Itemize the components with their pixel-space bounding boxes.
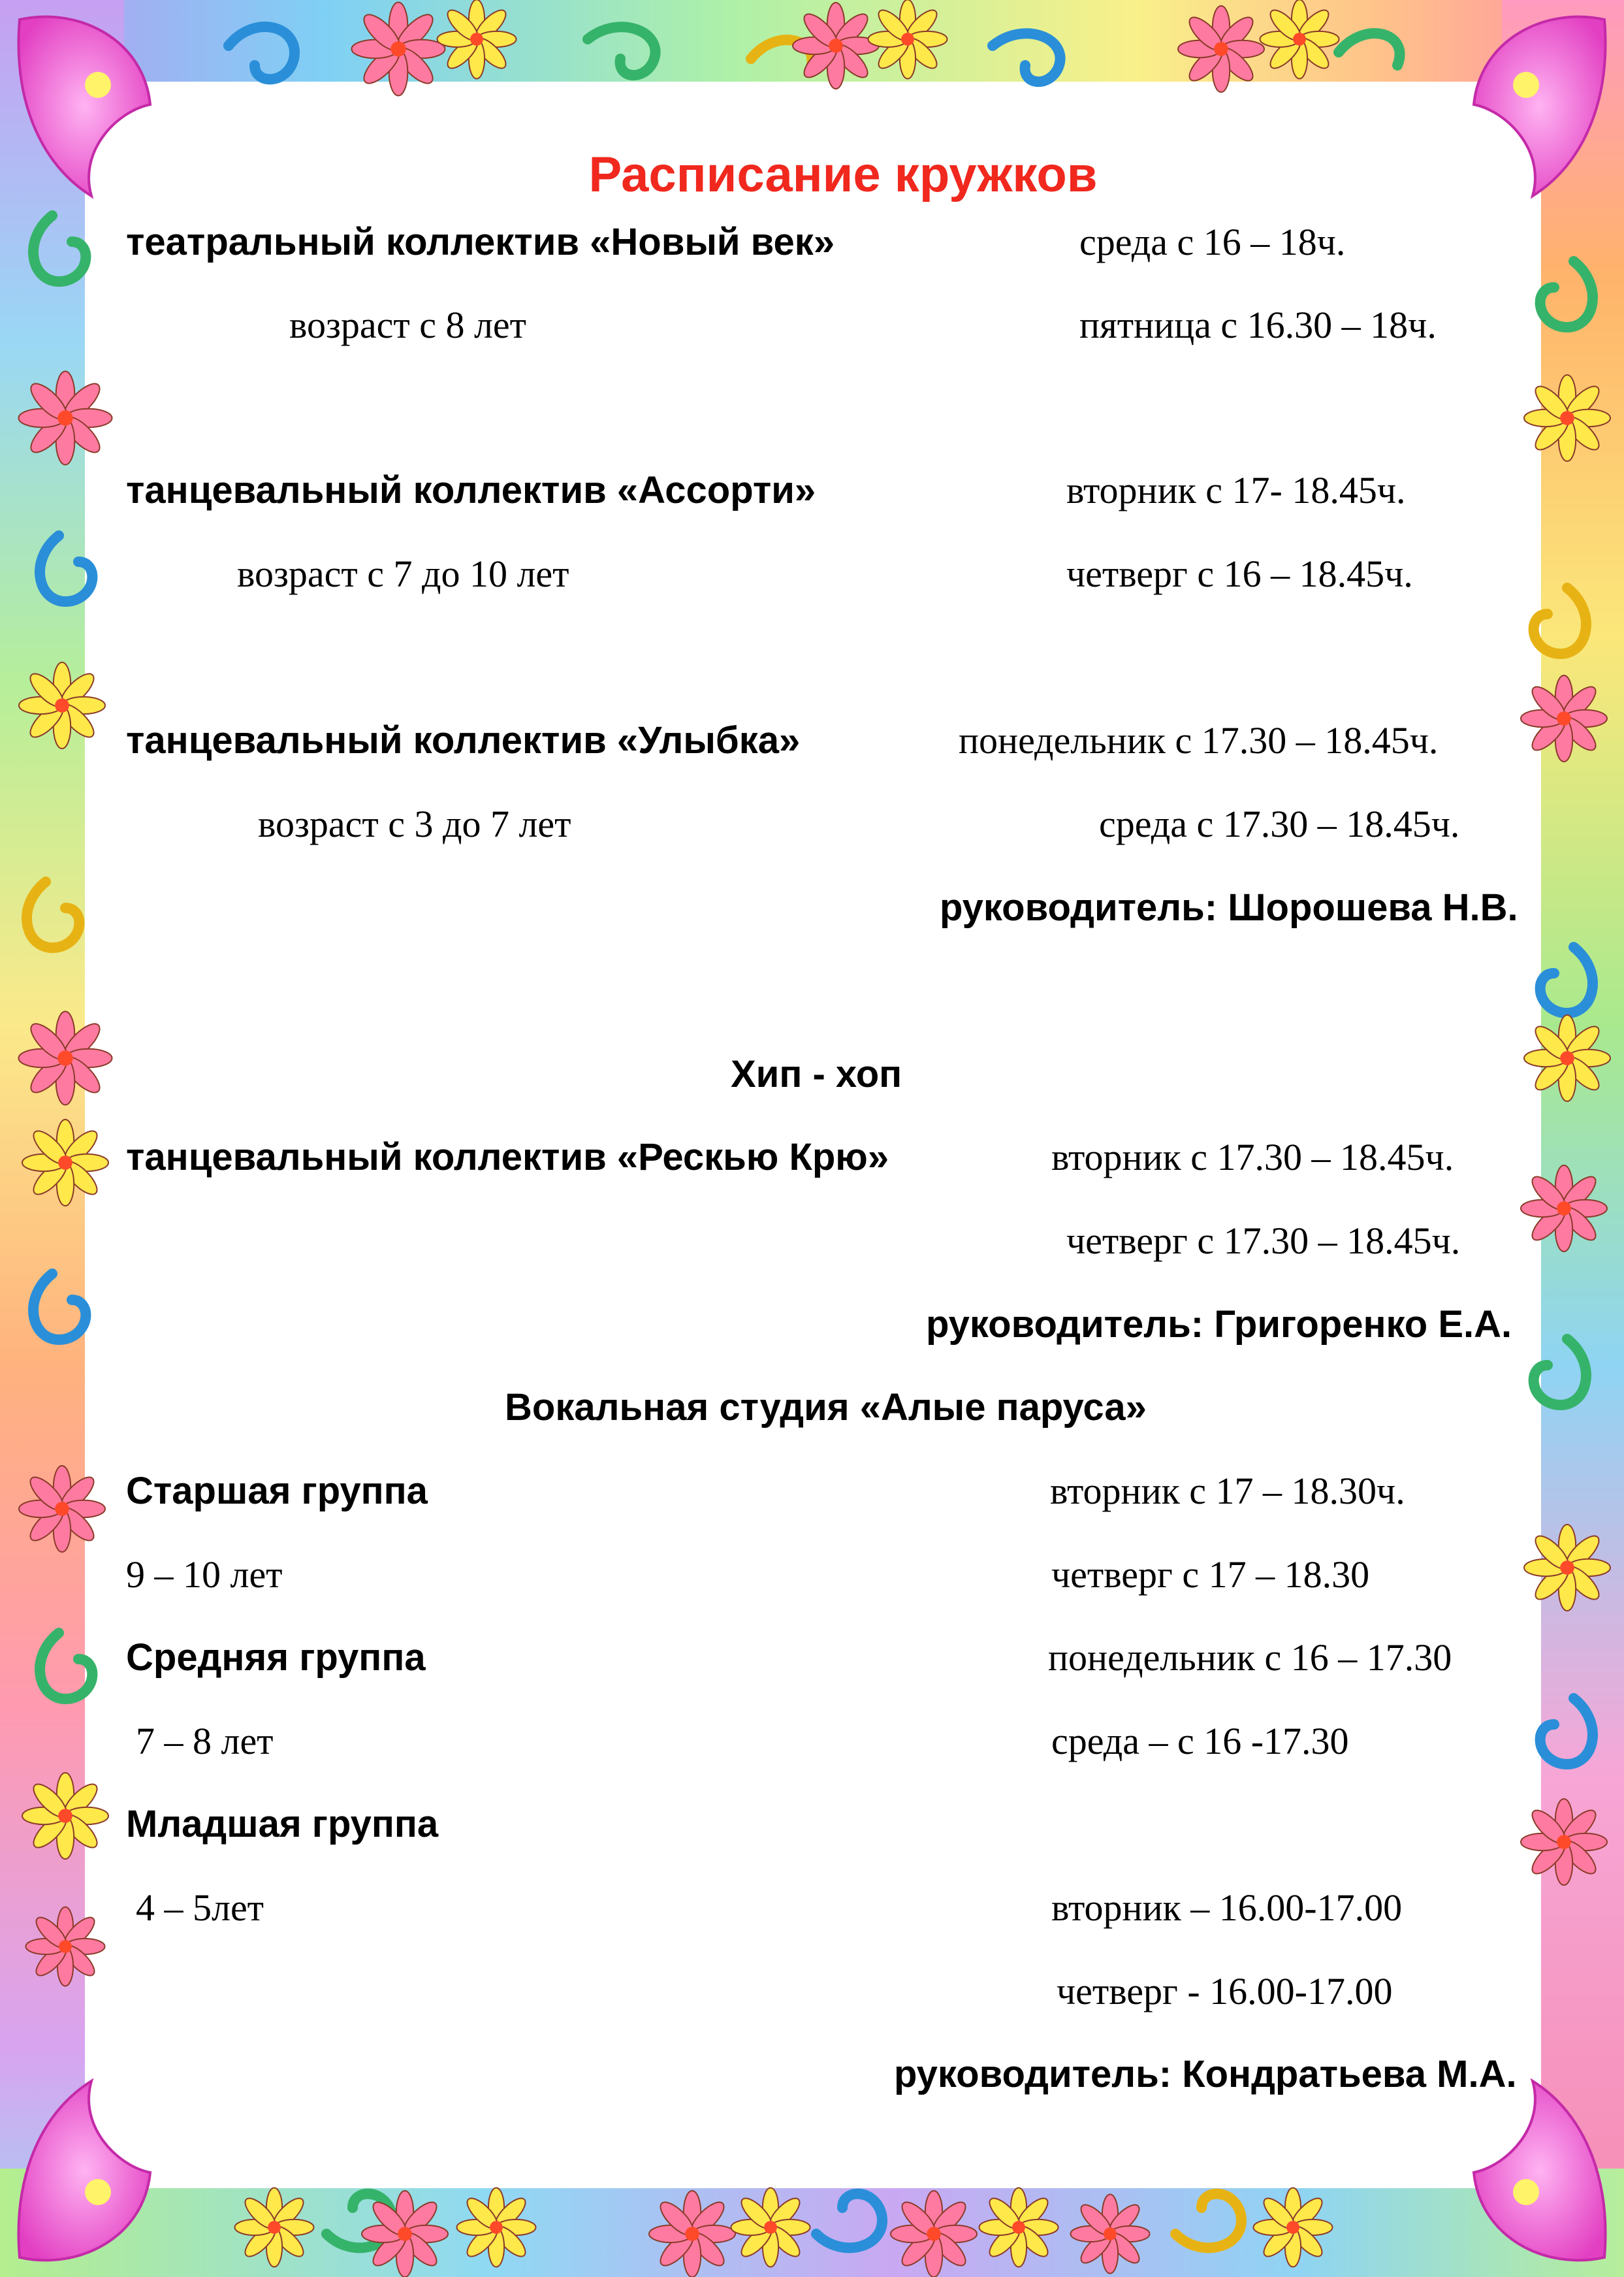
flower-icon: [362, 2191, 448, 2277]
flower-icon: [1071, 2195, 1150, 2274]
schedule-line: четверг с 16 – 18.45ч.: [1066, 553, 1413, 595]
flower-icon: [438, 0, 517, 79]
schedule-line: понедельник с 17.30 – 18.45ч.: [959, 719, 1439, 762]
schedule-line: 4 – 5лет: [136, 1886, 264, 1929]
flower-icon: [1524, 1015, 1610, 1101]
flower-icon: [1178, 6, 1264, 92]
flower-icon: [1524, 375, 1610, 461]
flower-icon: [235, 2188, 314, 2267]
schedule-line: понедельник с 16 – 17.30: [1048, 1636, 1452, 1679]
flower-icon: [649, 2191, 735, 2277]
flower-icon: [19, 662, 105, 749]
schedule-line: руководитель: Григоренко Е.А.: [926, 1303, 1512, 1346]
schedule-line: Вокальная студия «Алые паруса»: [505, 1386, 1147, 1429]
schedule-line: четверг с 17.30 – 18.45ч.: [1066, 1219, 1461, 1262]
schedule-line: танцевальный коллектив «Улыбка»: [126, 719, 801, 762]
flower-icon: [22, 1120, 108, 1206]
schedule-line: среда с 16 – 18ч.: [1079, 221, 1346, 263]
schedule-line: танцевальный коллектив «Ассорти»: [126, 469, 816, 511]
schedule-line: пятница с 16.30 – 18ч.: [1079, 304, 1437, 346]
schedule-line: Младшая группа: [126, 1803, 439, 1845]
flower-icon: [1524, 1525, 1610, 1611]
schedule-line: возраст с 7 до 10 лет: [237, 553, 569, 595]
schedule-line: руководитель: Кондратьева М.А.: [894, 2053, 1517, 2095]
flower-icon: [19, 1466, 105, 1552]
flower-icon: [793, 3, 879, 89]
schedule-line: четверг - 16.00-17.00: [1057, 1970, 1393, 2012]
flower-icon: [1521, 675, 1607, 762]
schedule-line: возраст с 3 до 7 лет: [258, 803, 571, 845]
schedule-line: Средняя группа: [126, 1636, 426, 1679]
schedule-line: 9 – 10 лет: [126, 1553, 283, 1596]
schedule-line: вторник с 17.30 – 18.45ч.: [1051, 1136, 1454, 1178]
flower-icon: [1521, 1799, 1607, 1885]
flower-icon: [457, 2188, 536, 2267]
schedule-line: среда – с 16 -17.30: [1051, 1720, 1349, 1762]
schedule-line: возраст с 8 лет: [289, 304, 527, 346]
flower-icon: [26, 1907, 105, 1986]
schedule-line: вторник с 17 – 18.30ч.: [1050, 1470, 1405, 1512]
schedule-line: среда с 17.30 – 18.45ч.: [1099, 803, 1460, 845]
flower-icon: [1260, 0, 1339, 79]
schedule-line: театральный коллектив «Новый век»: [126, 221, 835, 263]
schedule-line: руководитель: Шорошева Н.В.: [940, 886, 1518, 929]
flower-icon: [1254, 2188, 1333, 2267]
schedule-line: четверг с 17 – 18.30: [1051, 1553, 1370, 1596]
flower-icon: [979, 2188, 1059, 2267]
schedule-line: 7 – 8 лет: [136, 1720, 274, 1762]
flower-icon: [891, 2191, 977, 2277]
schedule-line: вторник с 17- 18.45ч.: [1066, 469, 1406, 511]
flower-icon: [352, 3, 445, 96]
flower-icon: [731, 2188, 810, 2267]
flower-icon: [22, 1773, 108, 1859]
schedule-line: Хип - хоп: [731, 1053, 902, 1095]
schedule-line: вторник – 16.00-17.00: [1051, 1886, 1403, 1929]
schedule-line: танцевальный коллектив «Рескью Крю»: [126, 1136, 889, 1178]
schedule-line: Старшая группа: [126, 1470, 428, 1512]
flower-icon: [1521, 1165, 1607, 1252]
page-title: Расписание кружков: [588, 147, 1098, 202]
flower-icon: [868, 0, 947, 79]
flower-icon: [19, 372, 112, 465]
flower-icon: [19, 1012, 112, 1105]
